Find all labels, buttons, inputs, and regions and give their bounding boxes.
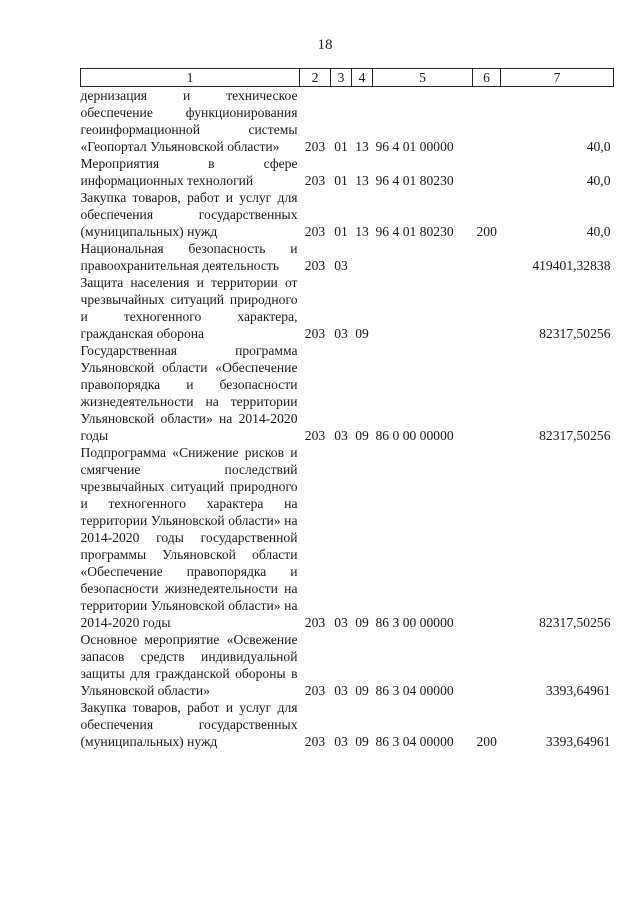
row-target-article: 96 4 01 80230 bbox=[375, 224, 454, 239]
row-amount: 40,0 bbox=[586, 139, 611, 154]
row-section-code: 01 bbox=[334, 173, 348, 188]
row-section-code: 03 bbox=[334, 734, 348, 749]
row-section-code: 03 bbox=[334, 683, 348, 698]
row-amount: 3393,64961 bbox=[545, 734, 611, 749]
row-name: Подпрограмма «Снижение рисков и смягчение последствий чрезвычайных ситуаций природного и техногенного характера на территории Ульяновской области» на 2014-2020 годы государственной программы Ульяновской области «Обеспечение правопорядка и безопасности жизнедеятельности на территории Ульяновской области» на 2014-2020 годы bbox=[80, 445, 298, 630]
row-ved-code: 203 bbox=[304, 683, 326, 698]
row-target-article: 86 0 00 00000 bbox=[375, 428, 454, 443]
row-expense-type bbox=[473, 155, 501, 189]
row-section-code: 03 bbox=[334, 326, 348, 341]
page-number: 18 bbox=[317, 37, 333, 53]
table-row bbox=[81, 87, 614, 156]
row-subsection-code: 13 bbox=[355, 173, 369, 188]
row-ved-code: 203 bbox=[304, 615, 326, 630]
row-target-article bbox=[373, 274, 473, 342]
row-expense-type bbox=[473, 444, 501, 631]
header-col-4: 4 bbox=[352, 69, 373, 87]
row-section-code: 03 bbox=[334, 428, 348, 443]
row-amount: 419401,32838 bbox=[532, 258, 611, 273]
row-subsection-code: 13 bbox=[355, 224, 369, 239]
row-expense-type bbox=[473, 274, 501, 342]
row-subsection-code: 13 bbox=[355, 139, 369, 154]
row-section-code: 03 bbox=[334, 258, 348, 273]
row-name: дернизация и техническое обеспечение функционирования геоинформационной системы «Геопортал Ульяновской области» bbox=[80, 88, 298, 154]
table-row bbox=[81, 240, 614, 274]
row-target-article: 96 4 01 00000 bbox=[375, 139, 454, 154]
row-name: Государственная программа Ульяновской области «Обеспечение правопорядка и безопасности жизнедеятельности на территории Ульяновской области» на 2014-2020 годы bbox=[80, 343, 298, 443]
row-ved-code: 203 bbox=[304, 428, 326, 443]
row-section-code: 01 bbox=[334, 224, 348, 239]
row-expense-type: 200 bbox=[476, 734, 497, 749]
table-row bbox=[81, 444, 614, 631]
row-ved-code: 203 bbox=[304, 173, 326, 188]
header-col-7: 7 bbox=[501, 69, 614, 87]
row-subsection-code: 09 bbox=[355, 734, 369, 749]
row-expense-type bbox=[473, 87, 501, 156]
row-target-article bbox=[373, 240, 473, 274]
row-expense-type bbox=[473, 631, 501, 699]
row-subsection-code: 09 bbox=[355, 615, 369, 630]
row-ved-code: 203 bbox=[304, 139, 326, 154]
row-amount: 40,0 bbox=[586, 173, 611, 188]
table-row bbox=[81, 274, 614, 342]
row-expense-type bbox=[473, 240, 501, 274]
table-row bbox=[81, 699, 614, 750]
row-section-code: 01 bbox=[334, 139, 348, 154]
row-name: Национальная безопасность и правоохранительная деятельность bbox=[80, 241, 298, 273]
row-ved-code: 203 bbox=[304, 224, 326, 239]
row-amount: 82317,50256 bbox=[539, 615, 611, 630]
row-section-code: 03 bbox=[334, 615, 348, 630]
row-ved-code: 203 bbox=[304, 734, 326, 749]
row-name: Закупка товаров, работ и услуг для обеспечения государственных (муниципальных) нужд bbox=[80, 700, 298, 749]
header-col-1: 1 bbox=[81, 69, 300, 87]
row-name: Закупка товаров, работ и услуг для обеспечения государственных (муниципальных) нужд bbox=[80, 190, 298, 239]
table-row bbox=[81, 631, 614, 699]
row-amount: 82317,50256 bbox=[539, 326, 611, 341]
row-subsection-code: 09 bbox=[355, 326, 369, 341]
table-row bbox=[81, 189, 614, 240]
row-name: Мероприятия в сфере информационных технологий bbox=[80, 156, 298, 188]
row-target-article: 96 4 01 80230 bbox=[375, 173, 454, 188]
header-row bbox=[81, 69, 614, 87]
table-row bbox=[81, 155, 614, 189]
row-subsection-code: 09 bbox=[355, 683, 369, 698]
row-amount: 3393,64961 bbox=[545, 683, 611, 698]
budget-table bbox=[80, 68, 614, 750]
row-target-article: 86 3 00 00000 bbox=[375, 615, 454, 630]
header-col-5: 5 bbox=[373, 69, 473, 87]
row-ved-code: 203 bbox=[304, 326, 326, 341]
header-col-2: 2 bbox=[300, 69, 331, 87]
row-target-article: 86 3 04 00000 bbox=[375, 734, 454, 749]
row-name: Защита населения и территории от чрезвычайных ситуаций природного и техногенного характера, гражданская оборона bbox=[80, 275, 298, 341]
table-row bbox=[81, 342, 614, 444]
row-expense-type: 200 bbox=[476, 224, 497, 239]
row-expense-type bbox=[473, 342, 501, 444]
header-col-6: 6 bbox=[473, 69, 501, 87]
table-body bbox=[81, 87, 614, 751]
table-header bbox=[81, 69, 614, 87]
row-amount: 82317,50256 bbox=[539, 428, 611, 443]
row-subsection-code bbox=[352, 240, 373, 274]
row-name: Основное мероприятие «Освежение запасов средств индивидуальной защиты для гражданской обороны в Ульяновской области» bbox=[80, 632, 298, 698]
row-ved-code: 203 bbox=[304, 258, 326, 273]
row-target-article: 86 3 04 00000 bbox=[375, 683, 454, 698]
header-col-3: 3 bbox=[331, 69, 352, 87]
row-amount: 40,0 bbox=[586, 224, 611, 239]
row-subsection-code: 09 bbox=[355, 428, 369, 443]
